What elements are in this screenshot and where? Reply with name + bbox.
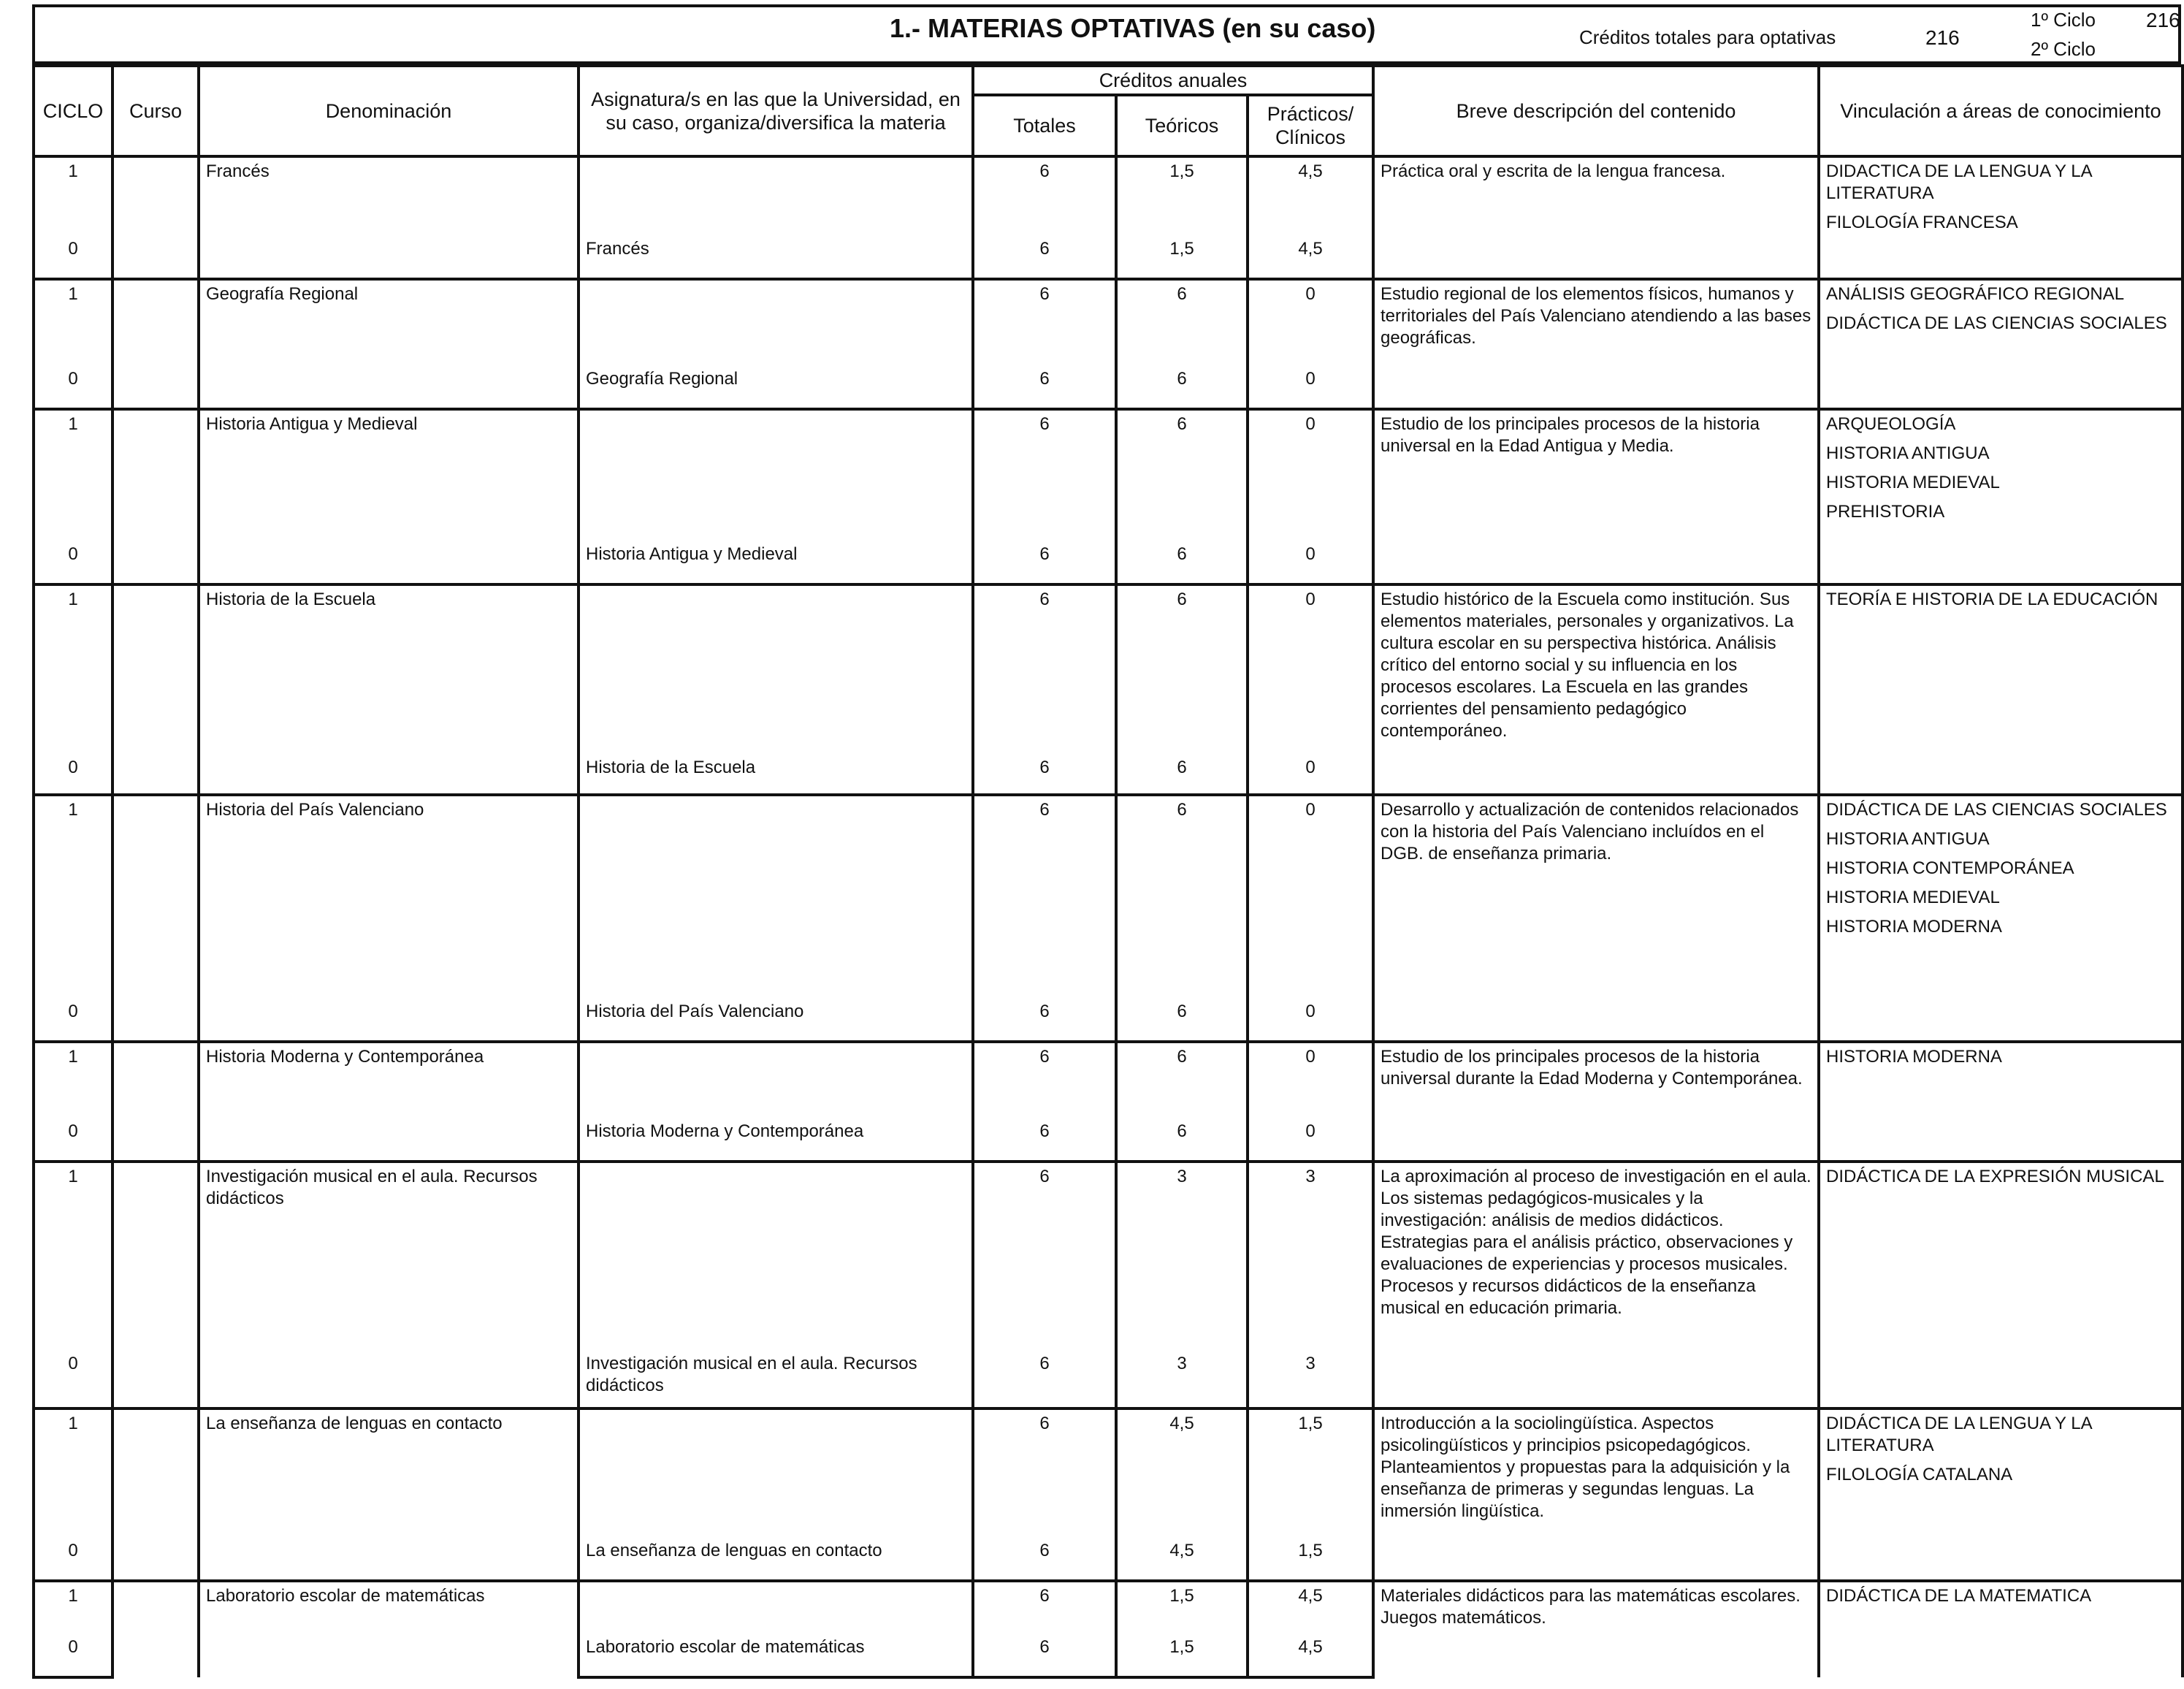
- totales-cell: 6: [973, 365, 1116, 409]
- denominacion-cell: La enseñanza de lenguas en contacto: [199, 1408, 579, 1581]
- area-item: DIDÁCTICA DE LAS CIENCIAS SOCIALES: [1826, 800, 2167, 820]
- curso-value: 0: [34, 1537, 112, 1581]
- practicos-cell: 0: [1248, 1042, 1373, 1118]
- totales-cell: 6: [973, 754, 1116, 795]
- practicos-cell: 4,5: [1248, 1633, 1373, 1677]
- area-item: TEORÍA E HISTORIA DE LA EDUCACIÓN: [1826, 590, 2158, 609]
- asignatura-cell: Geografía Regional: [579, 365, 973, 409]
- practicos-cell: 0: [1248, 365, 1373, 409]
- practicos-cell: 0: [1248, 279, 1373, 365]
- area-item: HISTORIA MEDIEVAL: [1826, 473, 2000, 492]
- header-descripcion: Breve descripción del contenido: [1373, 66, 1819, 156]
- practicos-cell: 0: [1248, 541, 1373, 584]
- ciclo-cell: 1: [34, 409, 112, 541]
- totales-cell: 6: [973, 279, 1116, 365]
- descripcion-cell: Introducción a la sociolingüística. Aspectos psicolingüísticos y principios psicopedagógicos. Planteamientos y propuestas para la adquisición y la enseñanza de primeras y segundas lenguas. La inmersión lingüística.: [1373, 1408, 1819, 1581]
- practicos-cell: 1,5: [1248, 1537, 1373, 1581]
- teoricos-cell: 6: [1116, 365, 1248, 409]
- ciclo2-label: 2º Ciclo: [2031, 38, 2096, 60]
- denominacion-cell: Historia Moderna y Contemporánea: [199, 1042, 579, 1162]
- practicos-cell: 0: [1248, 795, 1373, 998]
- table-row: [34, 1162, 2183, 1350]
- curso-value: 0: [34, 541, 112, 584]
- teoricos-cell: 1,5: [1116, 235, 1248, 279]
- curso-value: 0: [34, 998, 112, 1042]
- curso-cell: [112, 279, 199, 409]
- materias-table: [32, 155, 2184, 1679]
- curso-cell: [112, 1408, 199, 1581]
- area-item: HISTORIA MEDIEVAL: [1826, 888, 2000, 907]
- ciclo-cell: 1: [34, 156, 112, 235]
- teoricos-cell: 6: [1116, 795, 1248, 998]
- credits-total: 216: [1925, 26, 1960, 49]
- asignatura-cell: [579, 795, 973, 998]
- totales-cell: 6: [973, 409, 1116, 541]
- asignatura-cell: [579, 156, 973, 235]
- area-item: ARQUEOLOGÍA: [1826, 414, 1956, 434]
- area-item: HISTORIA ANTIGUA: [1826, 829, 1990, 849]
- teoricos-cell: 6: [1116, 1042, 1248, 1118]
- curso-value: 0: [34, 365, 112, 409]
- header-creditos: Créditos anuales: [973, 66, 1373, 95]
- header-totales: Totales: [973, 95, 1116, 156]
- totales-cell: 6: [973, 235, 1116, 279]
- curso-value: 0: [34, 1350, 112, 1408]
- teoricos-cell: 4,5: [1116, 1408, 1248, 1537]
- descripcion-cell: Estudio histórico de la Escuela como institución. Sus elementos materiales, personales y organizativos. La cultura escolar en su perspectiva histórica. Análisis crítico del entorno social y su influencia en los procesos escolares. La Escuela en las grandes corrientes del pensamiento pedagógico contemporáneo.: [1373, 584, 1819, 795]
- area-item: HISTORIA MODERNA: [1826, 917, 2002, 937]
- denominacion-cell: Historia de la Escuela: [199, 584, 579, 795]
- practicos-cell: 3: [1248, 1350, 1373, 1408]
- curso-cell: [112, 1581, 199, 1677]
- asignatura-cell: [579, 279, 973, 365]
- table-row: [34, 156, 2183, 235]
- curso-cell: [112, 795, 199, 1042]
- area-item: DIDÁCTICA DE LA EXPRESIÓN MUSICAL: [1826, 1167, 2164, 1186]
- table-row: [34, 1042, 2183, 1118]
- descripcion-cell: Práctica oral y escrita de la lengua francesa.: [1373, 156, 1819, 279]
- asignatura-cell: [579, 1581, 973, 1633]
- descripcion-cell: Estudio regional de los elementos físicos, humanos y territoriales del País Valenciano atendiendo a las bases geográficas.: [1373, 279, 1819, 409]
- table-row: [34, 1408, 2183, 1537]
- area-item: FILOLOGÍA FRANCESA: [1826, 213, 2018, 232]
- asignatura-cell: Historia Antigua y Medieval: [579, 541, 973, 584]
- ciclo-cell: 1: [34, 279, 112, 365]
- practicos-cell: 0: [1248, 409, 1373, 541]
- totales-cell: 6: [973, 795, 1116, 998]
- practicos-cell: 0: [1248, 1118, 1373, 1162]
- teoricos-cell: 6: [1116, 279, 1248, 365]
- header-ciclo: CICLO: [34, 66, 112, 156]
- asignatura-cell: Francés: [579, 235, 973, 279]
- practicos-cell: 0: [1248, 998, 1373, 1042]
- teoricos-cell: 6: [1116, 409, 1248, 541]
- asignatura-cell: Investigación musical en el aula. Recursos didácticos: [579, 1350, 973, 1408]
- area-item: DIDÁCTICA DE LA MATEMATICA: [1826, 1586, 2092, 1606]
- asignatura-cell: [579, 409, 973, 541]
- areas-cell: [1819, 1162, 2183, 1408]
- denominacion-cell: Investigación musical en el aula. Recursos didácticos: [199, 1162, 579, 1408]
- asignatura-cell: [579, 584, 973, 754]
- descripcion-cell: Estudio de los principales procesos de la historia universal en la Edad Antigua y Media.: [1373, 409, 1819, 584]
- ciclo1-label: 1º Ciclo: [2031, 9, 2096, 31]
- curso-value: 0: [34, 1633, 112, 1677]
- denominacion-cell: Geografía Regional: [199, 279, 579, 409]
- area-item: ANÁLISIS GEOGRÁFICO REGIONAL: [1826, 284, 2125, 304]
- header-practicos: Prácticos/ Clínicos: [1248, 95, 1373, 156]
- areas-cell: [1819, 156, 2183, 279]
- practicos-cell: 4,5: [1248, 235, 1373, 279]
- area-item: HISTORIA ANTIGUA: [1826, 443, 1990, 463]
- asignatura-cell: Historia de la Escuela: [579, 754, 973, 795]
- practicos-cell: 3: [1248, 1162, 1373, 1350]
- area-item: DIDÁCTICA DE LA LENGUA Y LA LITERATURA: [1826, 1414, 2092, 1455]
- curso-cell: [112, 409, 199, 584]
- denominacion-cell: Historia Antigua y Medieval: [199, 409, 579, 584]
- asignatura-cell: [579, 1042, 973, 1118]
- denominacion-cell: Historia del País Valenciano: [199, 795, 579, 1042]
- table-row: [34, 795, 2183, 998]
- area-item: FILOLOGÍA CATALANA: [1826, 1465, 2013, 1484]
- practicos-cell: 4,5: [1248, 1581, 1373, 1633]
- totales-cell: 6: [973, 1350, 1116, 1408]
- areas-cell: [1819, 1042, 2183, 1162]
- areas-cell: [1819, 584, 2183, 795]
- header-asignatura: Asignatura/s en las que la Universidad, en su caso, organiza/diversifica la materia: [579, 66, 973, 156]
- descripcion-cell: Materiales didácticos para las matemáticas escolares. Juegos matemáticos.: [1373, 1581, 1819, 1677]
- totales-cell: 6: [973, 1537, 1116, 1581]
- ciclo1-value: 216: [2146, 9, 2180, 31]
- practicos-cell: 4,5: [1248, 156, 1373, 235]
- practicos-cell: 1,5: [1248, 1408, 1373, 1537]
- ciclo-cell: 1: [34, 1581, 112, 1633]
- totales-cell: 6: [973, 541, 1116, 584]
- teoricos-cell: 3: [1116, 1350, 1248, 1408]
- credits-label: Créditos totales para optativas: [1579, 26, 1836, 48]
- header-teoricos: Teóricos: [1116, 95, 1248, 156]
- curso-cell: [112, 1042, 199, 1162]
- asignatura-cell: Laboratorio escolar de matemáticas: [579, 1633, 973, 1677]
- title-box: [32, 4, 2181, 64]
- areas-cell: [1819, 1408, 2183, 1581]
- table-row: [34, 1581, 2183, 1633]
- practicos-cell: 0: [1248, 754, 1373, 795]
- ciclo-cell: 1: [34, 795, 112, 998]
- teoricos-cell: 6: [1116, 1118, 1248, 1162]
- area-item: PREHISTORIA: [1826, 502, 1945, 522]
- area-item: HISTORIA CONTEMPORÁNEA: [1826, 858, 2074, 878]
- table-row: [34, 584, 2183, 754]
- teoricos-cell: 6: [1116, 541, 1248, 584]
- area-item: DIDACTICA DE LA LENGUA Y LA LITERATURA: [1826, 161, 2092, 203]
- header-vinculacion: Vinculación a áreas de conocimiento: [1819, 66, 2183, 156]
- totales-cell: 6: [973, 998, 1116, 1042]
- ciclo-cell: 1: [34, 1042, 112, 1118]
- totales-cell: 6: [973, 1408, 1116, 1537]
- areas-cell: [1819, 795, 2183, 1042]
- ciclo-cell: 1: [34, 1162, 112, 1350]
- curso-cell: [112, 1162, 199, 1408]
- asignatura-cell: [579, 1408, 973, 1537]
- totales-cell: 6: [973, 584, 1116, 754]
- areas-cell: [1819, 409, 2183, 584]
- descripcion-cell: Desarrollo y actualización de contenidos relacionados con la historia del País Valenciano incluídos en el DGB. de enseñanza primaria.: [1373, 795, 1819, 1042]
- ciclo-cell: 1: [34, 1408, 112, 1537]
- denominacion-cell: Laboratorio escolar de matemáticas: [199, 1581, 579, 1677]
- asignatura-cell: La enseñanza de lenguas en contacto: [579, 1537, 973, 1581]
- curso-cell: [112, 156, 199, 279]
- table-row: [34, 409, 2183, 541]
- descripcion-cell: La aproximación al proceso de investigación en el aula. Los sistemas pedagógicos-musicales y la investigación: análisis de medios didácticos. Estrategias para el análisis práctico, observaciones y evaluaciones de experiencias y procesos musicales. Procesos y recursos didácticos de la enseñanza musical en educación primaria.: [1373, 1162, 1819, 1408]
- teoricos-cell: 6: [1116, 754, 1248, 795]
- teoricos-cell: 6: [1116, 998, 1248, 1042]
- areas-cell: [1819, 279, 2183, 409]
- column-header: [32, 64, 2184, 158]
- curso-cell: [112, 584, 199, 795]
- curso-value: 0: [34, 235, 112, 279]
- totales-cell: 6: [973, 1633, 1116, 1677]
- asignatura-cell: Historia del País Valenciano: [579, 998, 973, 1042]
- totales-cell: 6: [973, 1162, 1116, 1350]
- teoricos-cell: 1,5: [1116, 1581, 1248, 1633]
- asignatura-cell: Historia Moderna y Contemporánea: [579, 1118, 973, 1162]
- teoricos-cell: 6: [1116, 584, 1248, 754]
- teoricos-cell: 1,5: [1116, 156, 1248, 235]
- header-curso: Curso: [112, 66, 199, 156]
- asignatura-cell: [579, 1162, 973, 1350]
- area-item: DIDÁCTICA DE LAS CIENCIAS SOCIALES: [1826, 313, 2167, 333]
- page-title: 1.- MATERIAS OPTATIVAS (en su caso): [890, 13, 1376, 43]
- teoricos-cell: 3: [1116, 1162, 1248, 1350]
- ciclo-cell: 1: [34, 584, 112, 754]
- practicos-cell: 0: [1248, 584, 1373, 754]
- descripcion-cell: Estudio de los principales procesos de la historia universal durante la Edad Moderna y Contemporánea.: [1373, 1042, 1819, 1162]
- totales-cell: 6: [973, 1042, 1116, 1118]
- curso-value: 0: [34, 754, 112, 795]
- table-row: [34, 279, 2183, 365]
- teoricos-cell: 1,5: [1116, 1633, 1248, 1677]
- teoricos-cell: 4,5: [1116, 1537, 1248, 1581]
- curso-value: 0: [34, 1118, 112, 1162]
- header-denominacion: Denominación: [199, 66, 579, 156]
- totales-cell: 6: [973, 1581, 1116, 1633]
- area-item: HISTORIA MODERNA: [1826, 1047, 2002, 1067]
- denominacion-cell: Francés: [199, 156, 579, 279]
- totales-cell: 6: [973, 1118, 1116, 1162]
- areas-cell: [1819, 1581, 2183, 1677]
- totales-cell: 6: [973, 156, 1116, 235]
